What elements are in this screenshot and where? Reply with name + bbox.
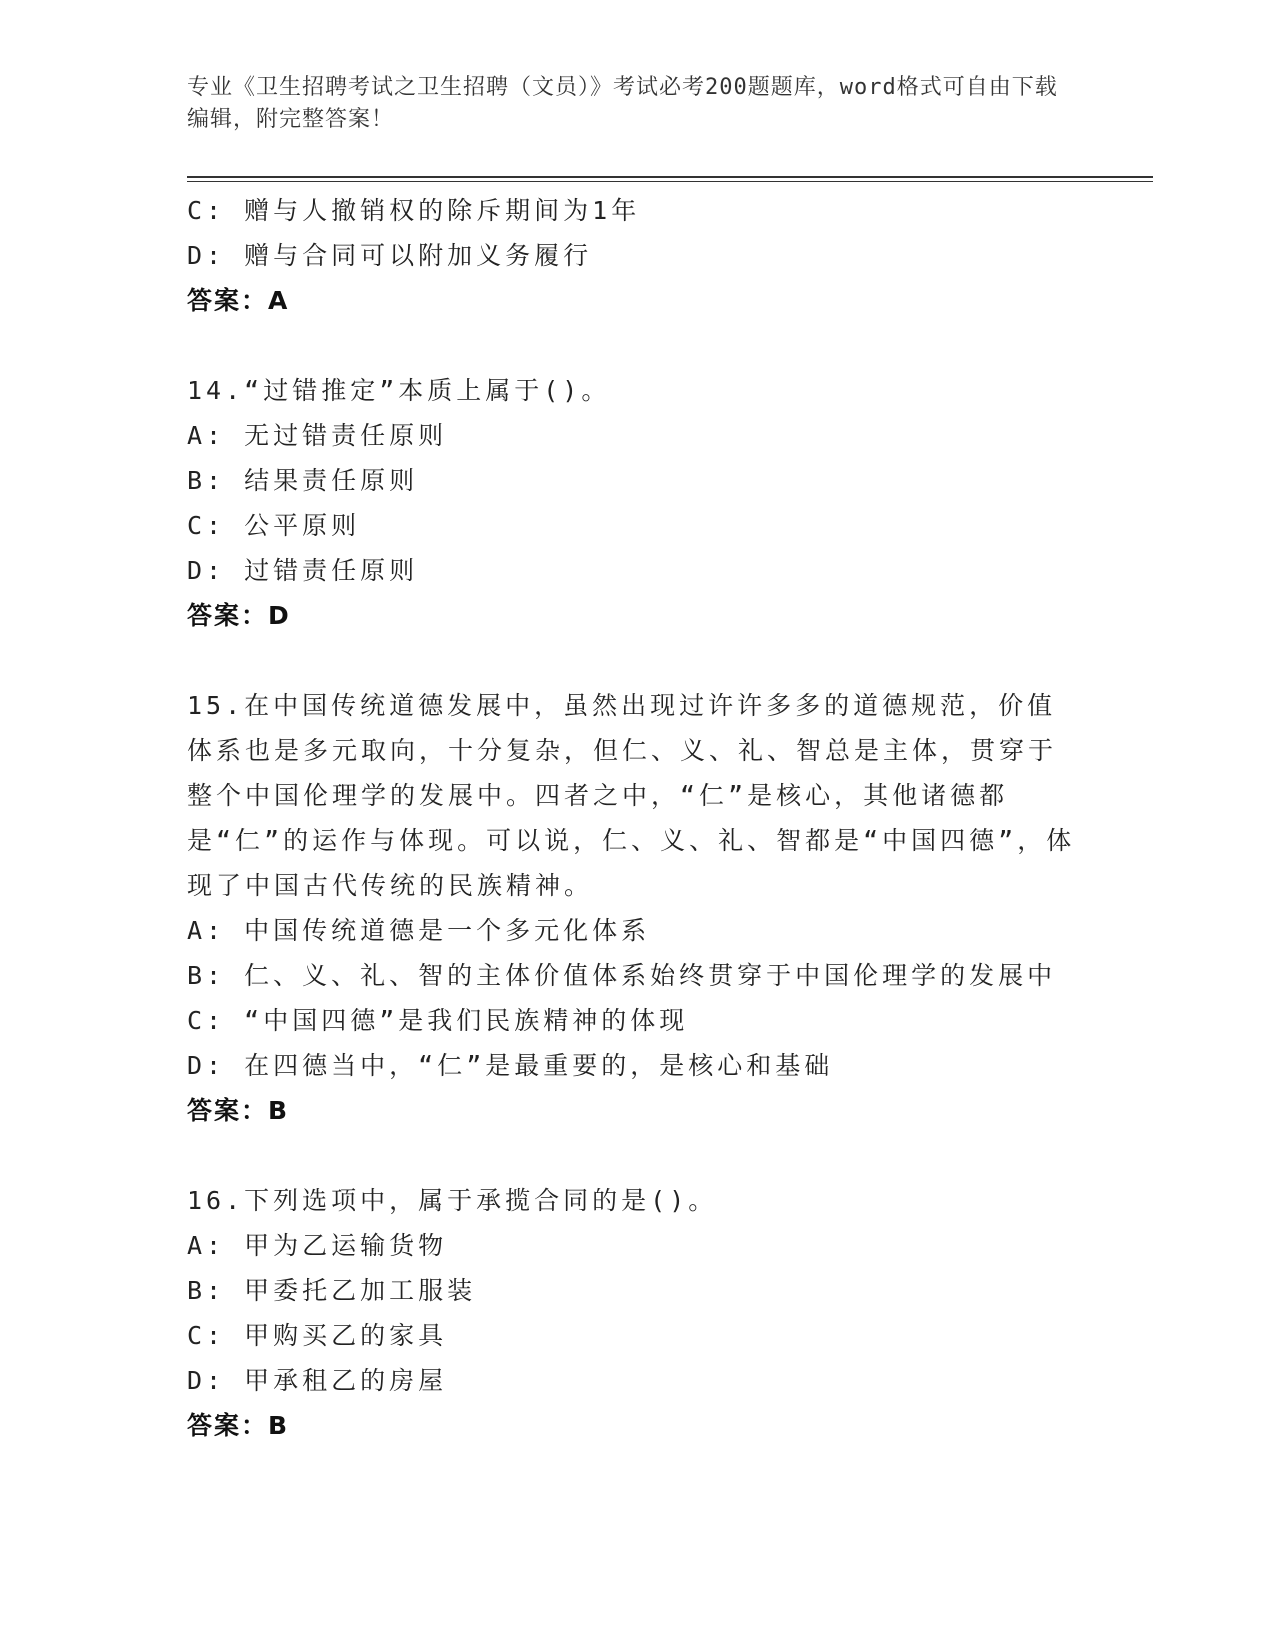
spacer bbox=[187, 323, 1087, 368]
question-stem: 15.在中国传统道德发展中，虽然出现过许许多多的道德规范，价值体系也是多元取向，十分复杂，但仁、义、礼、智总是主体，贯穿于整个中国伦理学的发展中。四者之中，“仁”是核心，其他诸德都是“仁”的运作与体现。可以说，仁、义、礼、智都是“中国四德”，体现了中国古代传统的民族精神。 bbox=[187, 691, 1076, 900]
option-d: D: 甲承租乙的房屋 bbox=[187, 1366, 448, 1395]
question-list bbox=[187, 188, 1087, 1448]
question-13 bbox=[187, 188, 1087, 323]
header-divider-thin bbox=[187, 181, 1153, 182]
answer: 答案：B bbox=[187, 1411, 290, 1440]
answer: 答案：D bbox=[187, 601, 291, 630]
option-c: C: 赠与人撤销权的除斥期间为1年 bbox=[187, 196, 641, 225]
question-16 bbox=[187, 1178, 1087, 1448]
option-d: D: 在四德当中，“仁”是最重要的，是核心和基础 bbox=[187, 1051, 834, 1080]
option-d: D: 过错责任原则 bbox=[187, 556, 419, 585]
document-header: 专业《卫生招聘考试之卫生招聘（文员）》考试必考200题题库，word格式可自由下载编辑，附完整答案！ bbox=[187, 75, 1058, 132]
question-14 bbox=[187, 368, 1087, 638]
header-divider bbox=[187, 176, 1153, 178]
option-a: A: 中国传统道德是一个多元化体系 bbox=[187, 916, 651, 945]
option-d: D: 赠与合同可以附加义务履行 bbox=[187, 241, 593, 270]
option-a: A: 甲为乙运输货物 bbox=[187, 1231, 448, 1260]
option-c: C: 公平原则 bbox=[187, 511, 361, 540]
question-15 bbox=[187, 683, 1087, 1133]
answer: 答案：B bbox=[187, 1096, 290, 1125]
spacer bbox=[187, 1133, 1087, 1178]
question-stem: 14.“过错推定”本质上属于()。 bbox=[187, 376, 611, 405]
option-c: C: 甲购买乙的家具 bbox=[187, 1321, 448, 1350]
question-stem: 16.下列选项中，属于承揽合同的是()。 bbox=[187, 1186, 718, 1215]
spacer bbox=[187, 638, 1087, 683]
option-b: B: 结果责任原则 bbox=[187, 466, 419, 495]
option-a: A: 无过错责任原则 bbox=[187, 421, 448, 450]
answer: 答案：A bbox=[187, 286, 290, 315]
option-b: B: 甲委托乙加工服装 bbox=[187, 1276, 477, 1305]
option-b: B: 仁、义、礼、智的主体价值体系始终贯穿于中国伦理学的发展中 bbox=[187, 961, 1057, 990]
option-c: C: “中国四德”是我们民族精神的体现 bbox=[187, 1006, 689, 1035]
